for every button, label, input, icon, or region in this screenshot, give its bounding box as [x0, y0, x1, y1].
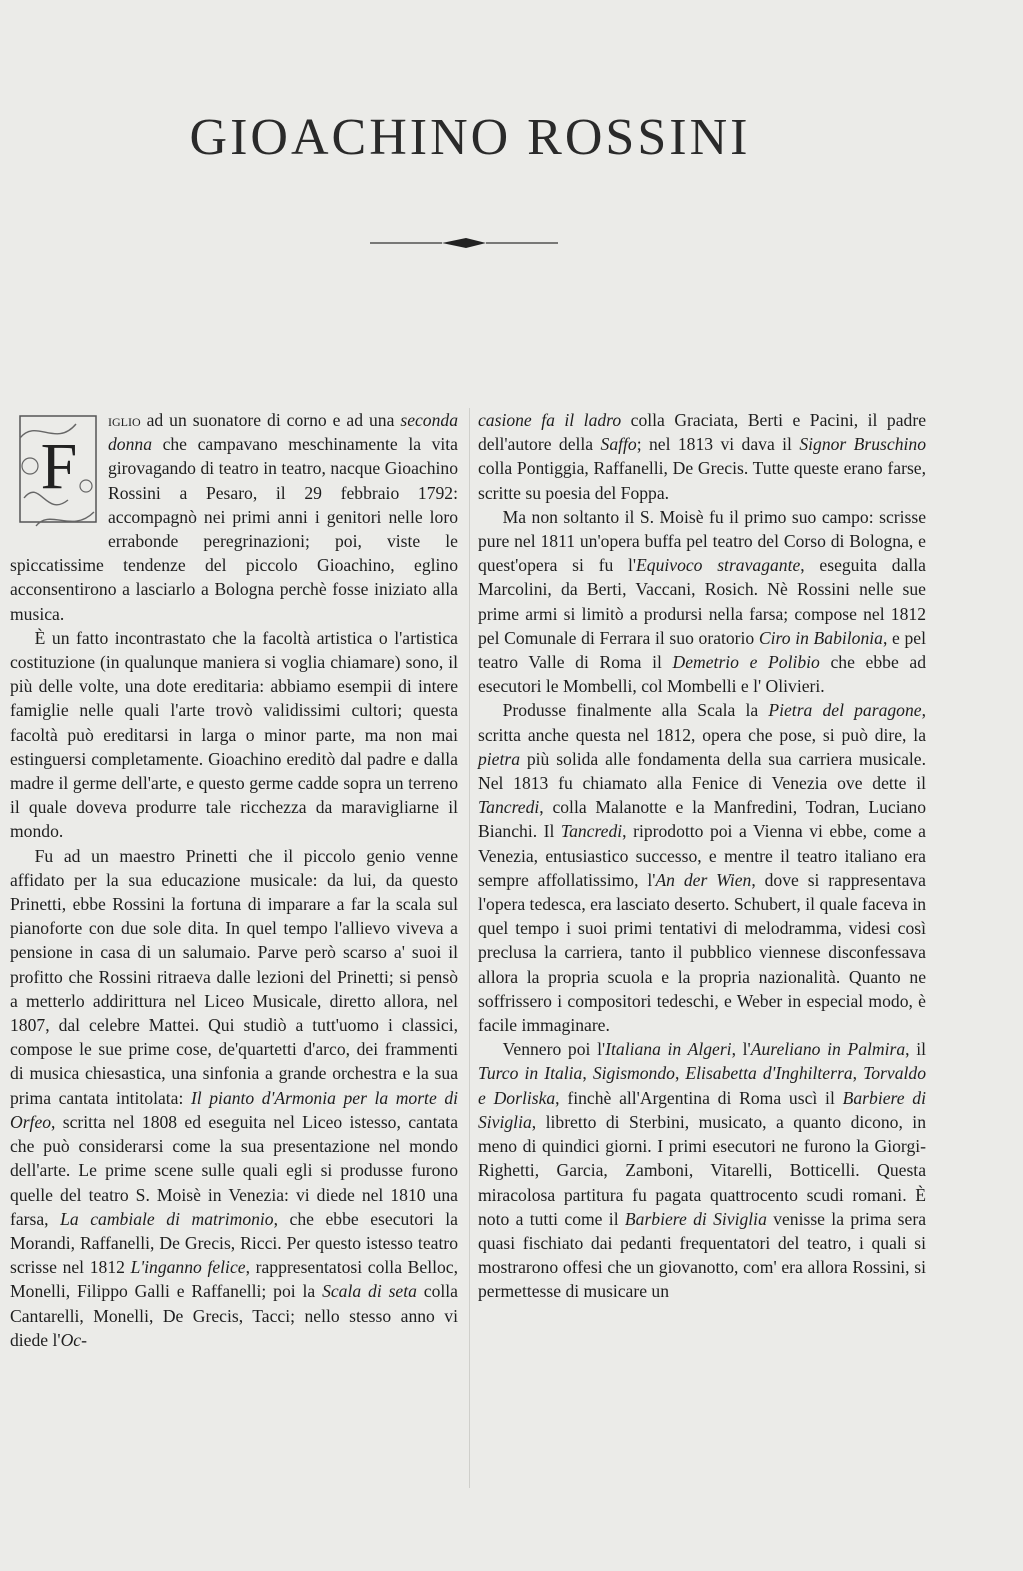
dropcap-letter: F	[40, 430, 78, 503]
right-column	[478, 408, 926, 1304]
title-ornament	[370, 236, 558, 250]
page-title: GIOACHINO ROSSINI	[189, 109, 751, 166]
left-column	[10, 408, 458, 1352]
right-paragraph-4: Vennero poi l'Italiana in Algeri, l'Aureliano in Palmira, il Turco in Italia, Sigismondo, Elisabetta d'Inghilterra, Torvaldo e Dorliska, finchè all'Argentina di Roma uscì il Barbiere di Siviglia, libretto di Sterbini, musicato, a quanto dicono, in meno di quindici giorni. I primi esecutori ne furono la Giorgi-Righetti, Garcia, Zamboni, Vitarelli, Botticelli. Questa miracolosa partitura fu pagata quattrocento scudi romani. È noto a tutti come il Barbiere di Siviglia venisse la prima sera quasi fischiato dai pedanti frequentatori del teatro, i quali si mostrarono offesi che un giovanotto, com' era allora Rossini, si permettesse di musicare un	[478, 1039, 927, 1302]
left-paragraph-1: F iglio ad un suonatore di corno e ad una seconda donna che campavano meschinamente la vita girovagando di teatro in teatro, nacque Gioachino Rossini a Pesaro, il 29 febbraio 1792: accompagnò nei primi anni i genitori nelle loro errabonde peregrinazioni; poi, viste le spiccatissime tendenze del piccolo Gioachino, eglino acconsentirono a lasciarlo a Bologna perchè fosse iniziato alla musica.	[10, 410, 458, 624]
column-divider	[469, 408, 470, 1488]
first-word: iglio	[108, 410, 141, 430]
left-paragraph-3: Fu ad un maestro Prinetti che il piccolo genio venne affidato per la sua educazione musicale: da lui, da questo Prinetti, ebbe Rossini la fortuna di imparare a far la scala sul pianoforte con due sole dita. In quel tempo l'allievo viveva a pensione in casa di un salumaio. Parve però scarso a' suoi il profitto che Rossini ritraeva dalle lezioni del Prinetti; si pensò a metterlo addirittura nel Liceo Musicale, diretto allora, nel 1807, dal celebre Mattei. Qui studiò a tutt'uomo i classici, compose le sue prime cose, de'quartetti d'arco, dei frammenti di musica chiesastica, una sinfonia a grande orchestra e la sua prima cantata intitolata: Il pianto d'Armonia per la morte di Orfeo, scritta nel 1808 ed eseguita nel Liceo istesso, cantata che può considerarsi come la sua presentazione nel mondo dell'arte. Le prime scene sulle quali egli si produsse furono quelle del teatro S. Moisè in Venezia: vi diede nel 1810 una farsa, La cambiale di matrimonio, che ebbe esecutori la Morandi, Raffanelli, De Grecis, Ricci. Per questo istesso teatro scrisse nel 1812 L'inganno felice, rappresentatosi colla Belloc, Monelli, Filippo Galli e Raffanelli; poi la Scala di seta colla Cantarelli, Monelli, De Grecis, Tacci; nello stesso anno vi diede l'Oc-	[10, 845, 458, 1350]
right-paragraph-1: casione fa il ladro colla Graciata, Berti e Pacini, il padre dell'autore della Saffo; nel 1813 vi dava il Signor Bruschino colla Pontiggia, Raffanelli, De Grecis. Tutte queste erano farse, scritte su poesia del Foppa.	[478, 410, 927, 503]
right-paragraph-2: Ma non soltanto il S. Moisè fu il primo suo campo: scrisse pure nel 1811 un'opera buffa pel teatro del Corso di Bologna, e quest'opera si fu l'Equivoco stravagante, eseguita dalla Marcolini, da Berti, Vaccani, Rosich. Nè Rossini nelle sue prime armi si limitò a prodursi nella farsa; compose nel 1812 pel Comunale di Ferrara il suo oratorio Ciro in Babilonia, e pel teatro Valle di Roma il Demetrio e Polibio che ebbe ad esecutori le Mombelli, col Mombelli e l' Olivieri.	[478, 506, 926, 697]
right-paragraph-3: Produsse finalmente alla Scala la Pietra del paragone, scritta anche questa nel 1812, opera che pose, si può dire, la pietra più solida alle fondamenta della sua carriera musicale. Nel 1813 fu chiamato alla Fenice di Venezia ove dette il Tancredi, colla Malanotte e la Manfredini, Todran, Luciano Bianchi. Il Tancredi, riprodotto poi a Vienna vi ebbe, come a Venezia, entusiastico successo, e mentre il teatro italiano era sempre affollatissimo, l'An der Wien, dove si rappresentava l'opera tedesca, era lasciato deserto. Schubert, il quale faceva in quel tempo i suoi primi tentativi di melodramma, videsi così preclusa la carriera, tanto il pubblico viennese disconfessava allora la propria scuola e la propria nazionalità. Quanto ne soffrissero i compositori tedeschi, e Weber in especial modo, è facile immaginare.	[478, 700, 926, 1036]
decorated-initial-f	[16, 408, 102, 536]
left-paragraph-2: È un fatto incontrastato che la facoltà artistica o l'artistica costituzione (in qualunque maniera si voglia chiamare) sono, il più delle volte, una dote ereditaria: abbiamo esempii di intere famiglie nelle quali l'arte trovò validissimi cultori; questa facoltà può ereditarsi in larga o minor parte, ma non mai estinguersi completamente. Gioachino ereditò dal padre e dalla madre il germe dell'arte, e questo germe cadde sopra un terreno il quale doveva produrre tale ricchezza da maravigliarne il mondo.	[10, 627, 458, 842]
